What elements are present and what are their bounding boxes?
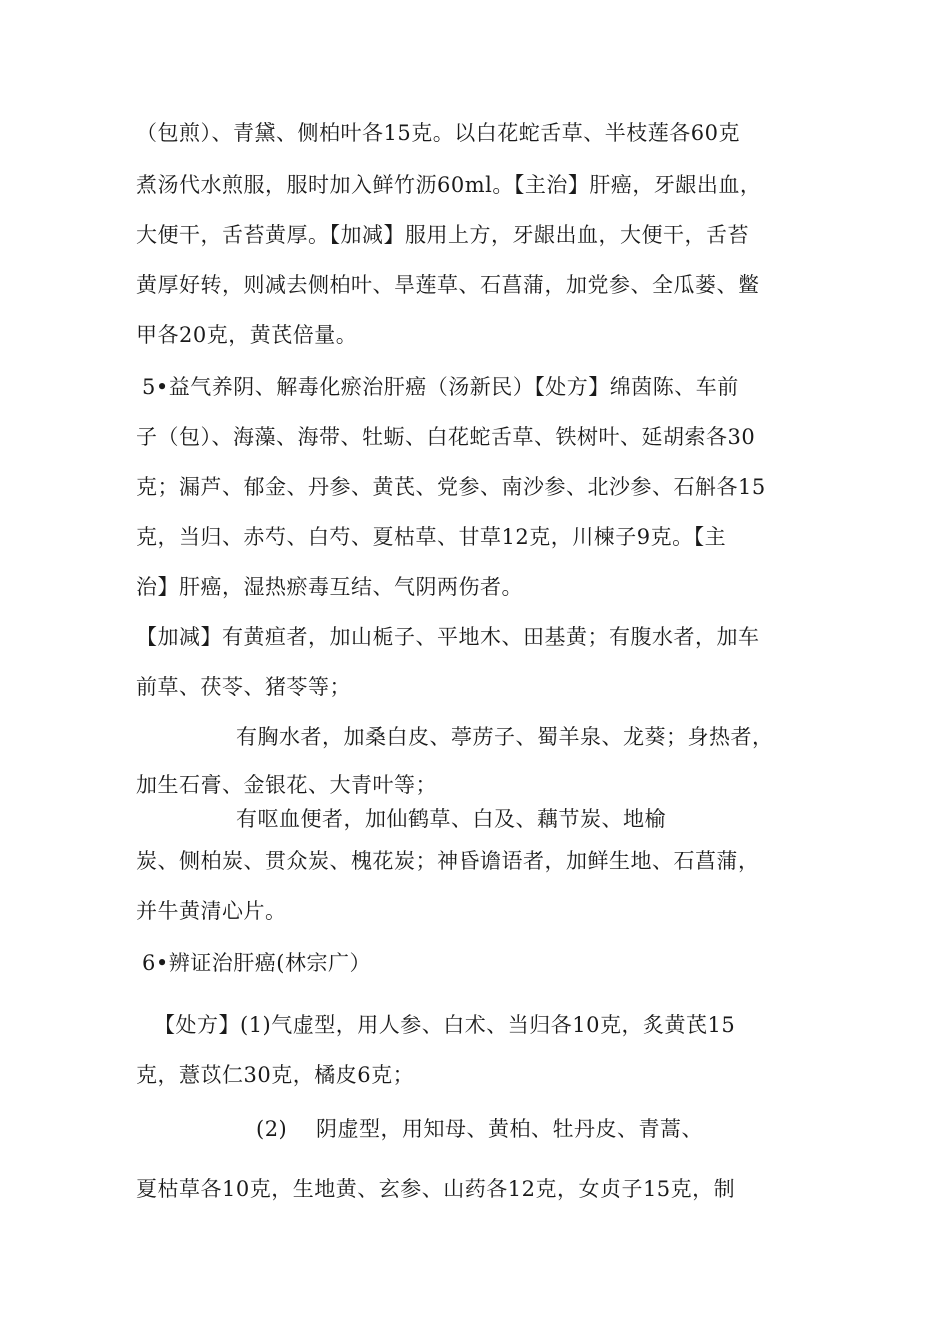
text-line: 克，薏苡仁30克，橘皮6克； — [136, 1063, 415, 1087]
text-line: 克，当归、赤芍、白芍、夏枯草、甘草12克，川楝子9克。【主 — [136, 525, 727, 549]
text-line: 前草、茯苓、猪苓等； — [136, 675, 351, 699]
text-line: 子（包）、海藻、海带、牡蛎、白花蛇舌草、铁树叶、延胡索各30 — [136, 425, 756, 449]
text-line: 加生石膏、金银花、大青叶等； — [136, 773, 437, 797]
section-heading: 6•辨证治肝癌(林宗广） — [142, 951, 371, 975]
text-line: 大便干，舌苔黄厚。【加减】服用上方，牙龈出血，大便干，舌苔 — [136, 223, 749, 247]
text-line: 【处方】(1)气虚型，用人参、白术、当归各10克，炙黄芪15 — [154, 1013, 736, 1037]
list-marker: (2) — [256, 1117, 288, 1141]
section-heading: 5•益气养阴、解毒化瘀治肝癌（汤新民）【处方】绵茵陈、车前 — [142, 375, 739, 399]
text-line: 煮汤代水煎服，服时加入鲜竹沥60ml。【主治】肝癌，牙龈出血， — [136, 173, 762, 197]
text-line: 【加减】有黄疸者，加山栀子、平地木、田基黄；有腹水者，加车 — [136, 625, 760, 649]
text-line: 夏枯草各10克，生地黄、玄参、山药各12克，女贞子15克，制 — [136, 1177, 736, 1201]
text-line: 有胸水者，加桑白皮、葶苈子、蜀羊泉、龙葵；身热者， — [236, 725, 774, 749]
text-line: （包煎）、青黛、侧柏叶各15克。以白花蛇舌草、半枝莲各60克 — [136, 121, 740, 145]
text-line: 治】肝癌，湿热瘀毒互结、气阴两伤者。 — [136, 575, 523, 599]
text-line: 甲各20克，黄芪倍量。 — [136, 323, 358, 347]
text-line: 克；漏芦、郁金、丹参、黄芪、党参、南沙参、北沙参、石斛各15 — [136, 475, 766, 499]
text-line: 炭、侧柏炭、贯众炭、槐花炭；神昏谵语者，加鲜生地、石菖蒲， — [136, 849, 760, 873]
text-line: 阴虚型，用知母、黄柏、牡丹皮、青蒿、 — [316, 1117, 703, 1141]
text-line: 并牛黄清心片。 — [136, 899, 287, 923]
text-line: 黄厚好转，则减去侧柏叶、旱莲草、石菖蒲，加党参、全瓜蒌、鳖 — [136, 273, 760, 297]
text-line: 有呕血便者，加仙鹤草、白及、藕节炭、地榆 — [236, 807, 666, 831]
